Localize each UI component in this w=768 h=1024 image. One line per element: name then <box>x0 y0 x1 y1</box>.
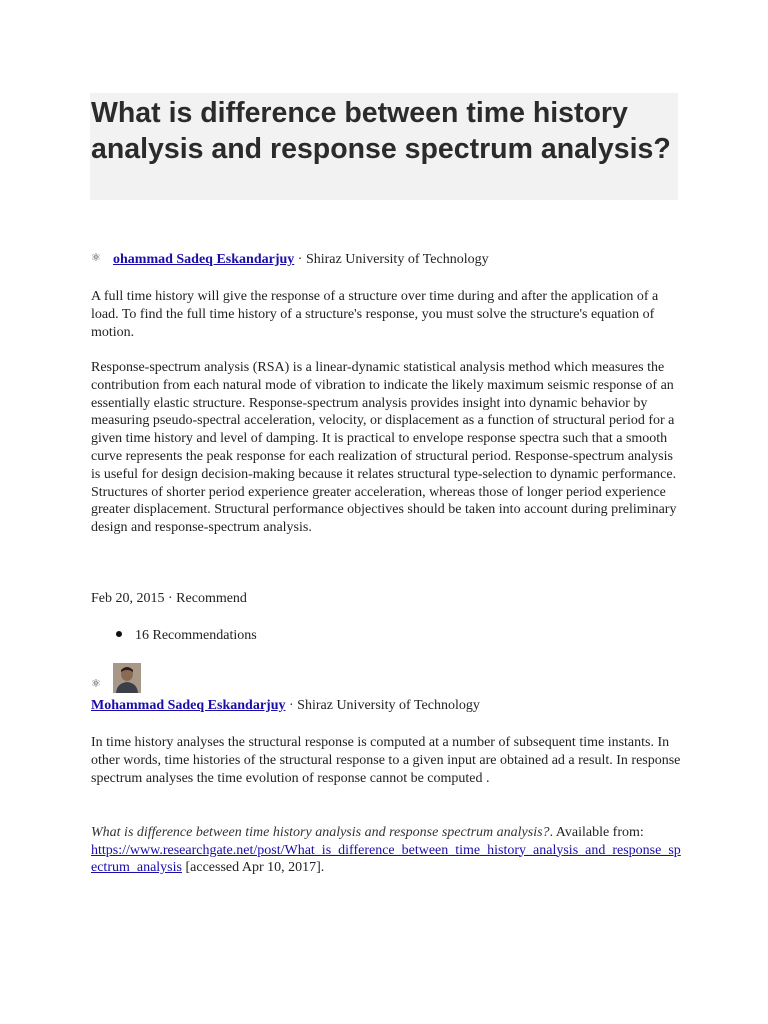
answer1-meta <box>91 590 247 608</box>
bullet-icon <box>116 631 122 637</box>
answer2-author-link[interactable]: Mohammad Sadeq Eskandarjuy <box>91 698 286 713</box>
broken-image-icon: ⚛ <box>91 252 101 264</box>
recommendations-count[interactable]: 16 Recommendations <box>135 628 257 643</box>
answer1-paragraph-1: A full time history will give the response of a structure over time during and after the application of a load. To find the full time history of a structure's response, you must solve the structure's equation of motion. <box>91 289 659 340</box>
citation-available-from: . Available from: <box>549 825 644 840</box>
answer2-paragraph-1: In time history analyses the structural response is computed at a number of subsequent time instants. In other words, time histories of the structural response to a given input are obtained ad a result. In response spectrum analyses the time evolution of response cannot be computed . <box>91 735 681 786</box>
citation-accessed: [accessed Apr 10, 2017]. <box>181 860 325 875</box>
answer1-author-link[interactable]: ohammad Sadeq Eskandarjuy <box>113 252 295 267</box>
question-title-block <box>90 93 678 200</box>
recommendations-list <box>116 627 257 645</box>
answer1-date: Feb 20, 2015 <box>91 591 165 606</box>
answer2-author-line <box>91 697 480 715</box>
author-avatar[interactable] <box>113 663 141 693</box>
answer2-separator: · <box>285 698 298 713</box>
answer1-author-line <box>113 251 489 269</box>
answer1-paragraph-2: Response-spectrum analysis (RSA) is a linear-dynamic statistical analysis method which measures the contribution from each natural mode of vibration to indicate the likely maximum seismic response of an essentially elastic structure. Response-spectrum analysis provides insight into dynamic behavior by measuring pseudo-spectral acceleration, velocity, or displacement as a function of structural period for a given time history and level of damping. It is practical to envelope response spectra such that a smooth curve represents the peak response for each realization of structural period. Response-spectrum analysis is useful for design decision-making because it relates structural type-selection to dynamic performance. Structures of shorter period experience greater acceleration, whereas those of longer period experience greater displacement. Structural performance objectives should be taken into account during preliminary design and response-spectrum analysis. <box>91 360 677 536</box>
citation-url-link[interactable]: https://www.researchgate.net/post/What_is_difference_between_time_history_analysis_and_response_spectrum_analysis <box>91 842 681 875</box>
answer1-separator: · <box>294 252 306 267</box>
answer1-affiliation: Shiraz University of Technology <box>305 252 489 267</box>
question-title: What is difference between time history analysis and response spectrum analysis? <box>91 97 671 165</box>
citation-title: What is difference between time history analysis and response spectrum analysis? <box>91 825 550 840</box>
recommend-link[interactable]: Recommend <box>176 591 247 606</box>
citation <box>91 824 683 877</box>
broken-image-icon: ⚛ <box>91 678 101 690</box>
answer1-meta-separator: · <box>164 591 177 606</box>
answer2-affiliation: Shiraz University of Technology <box>297 698 480 713</box>
